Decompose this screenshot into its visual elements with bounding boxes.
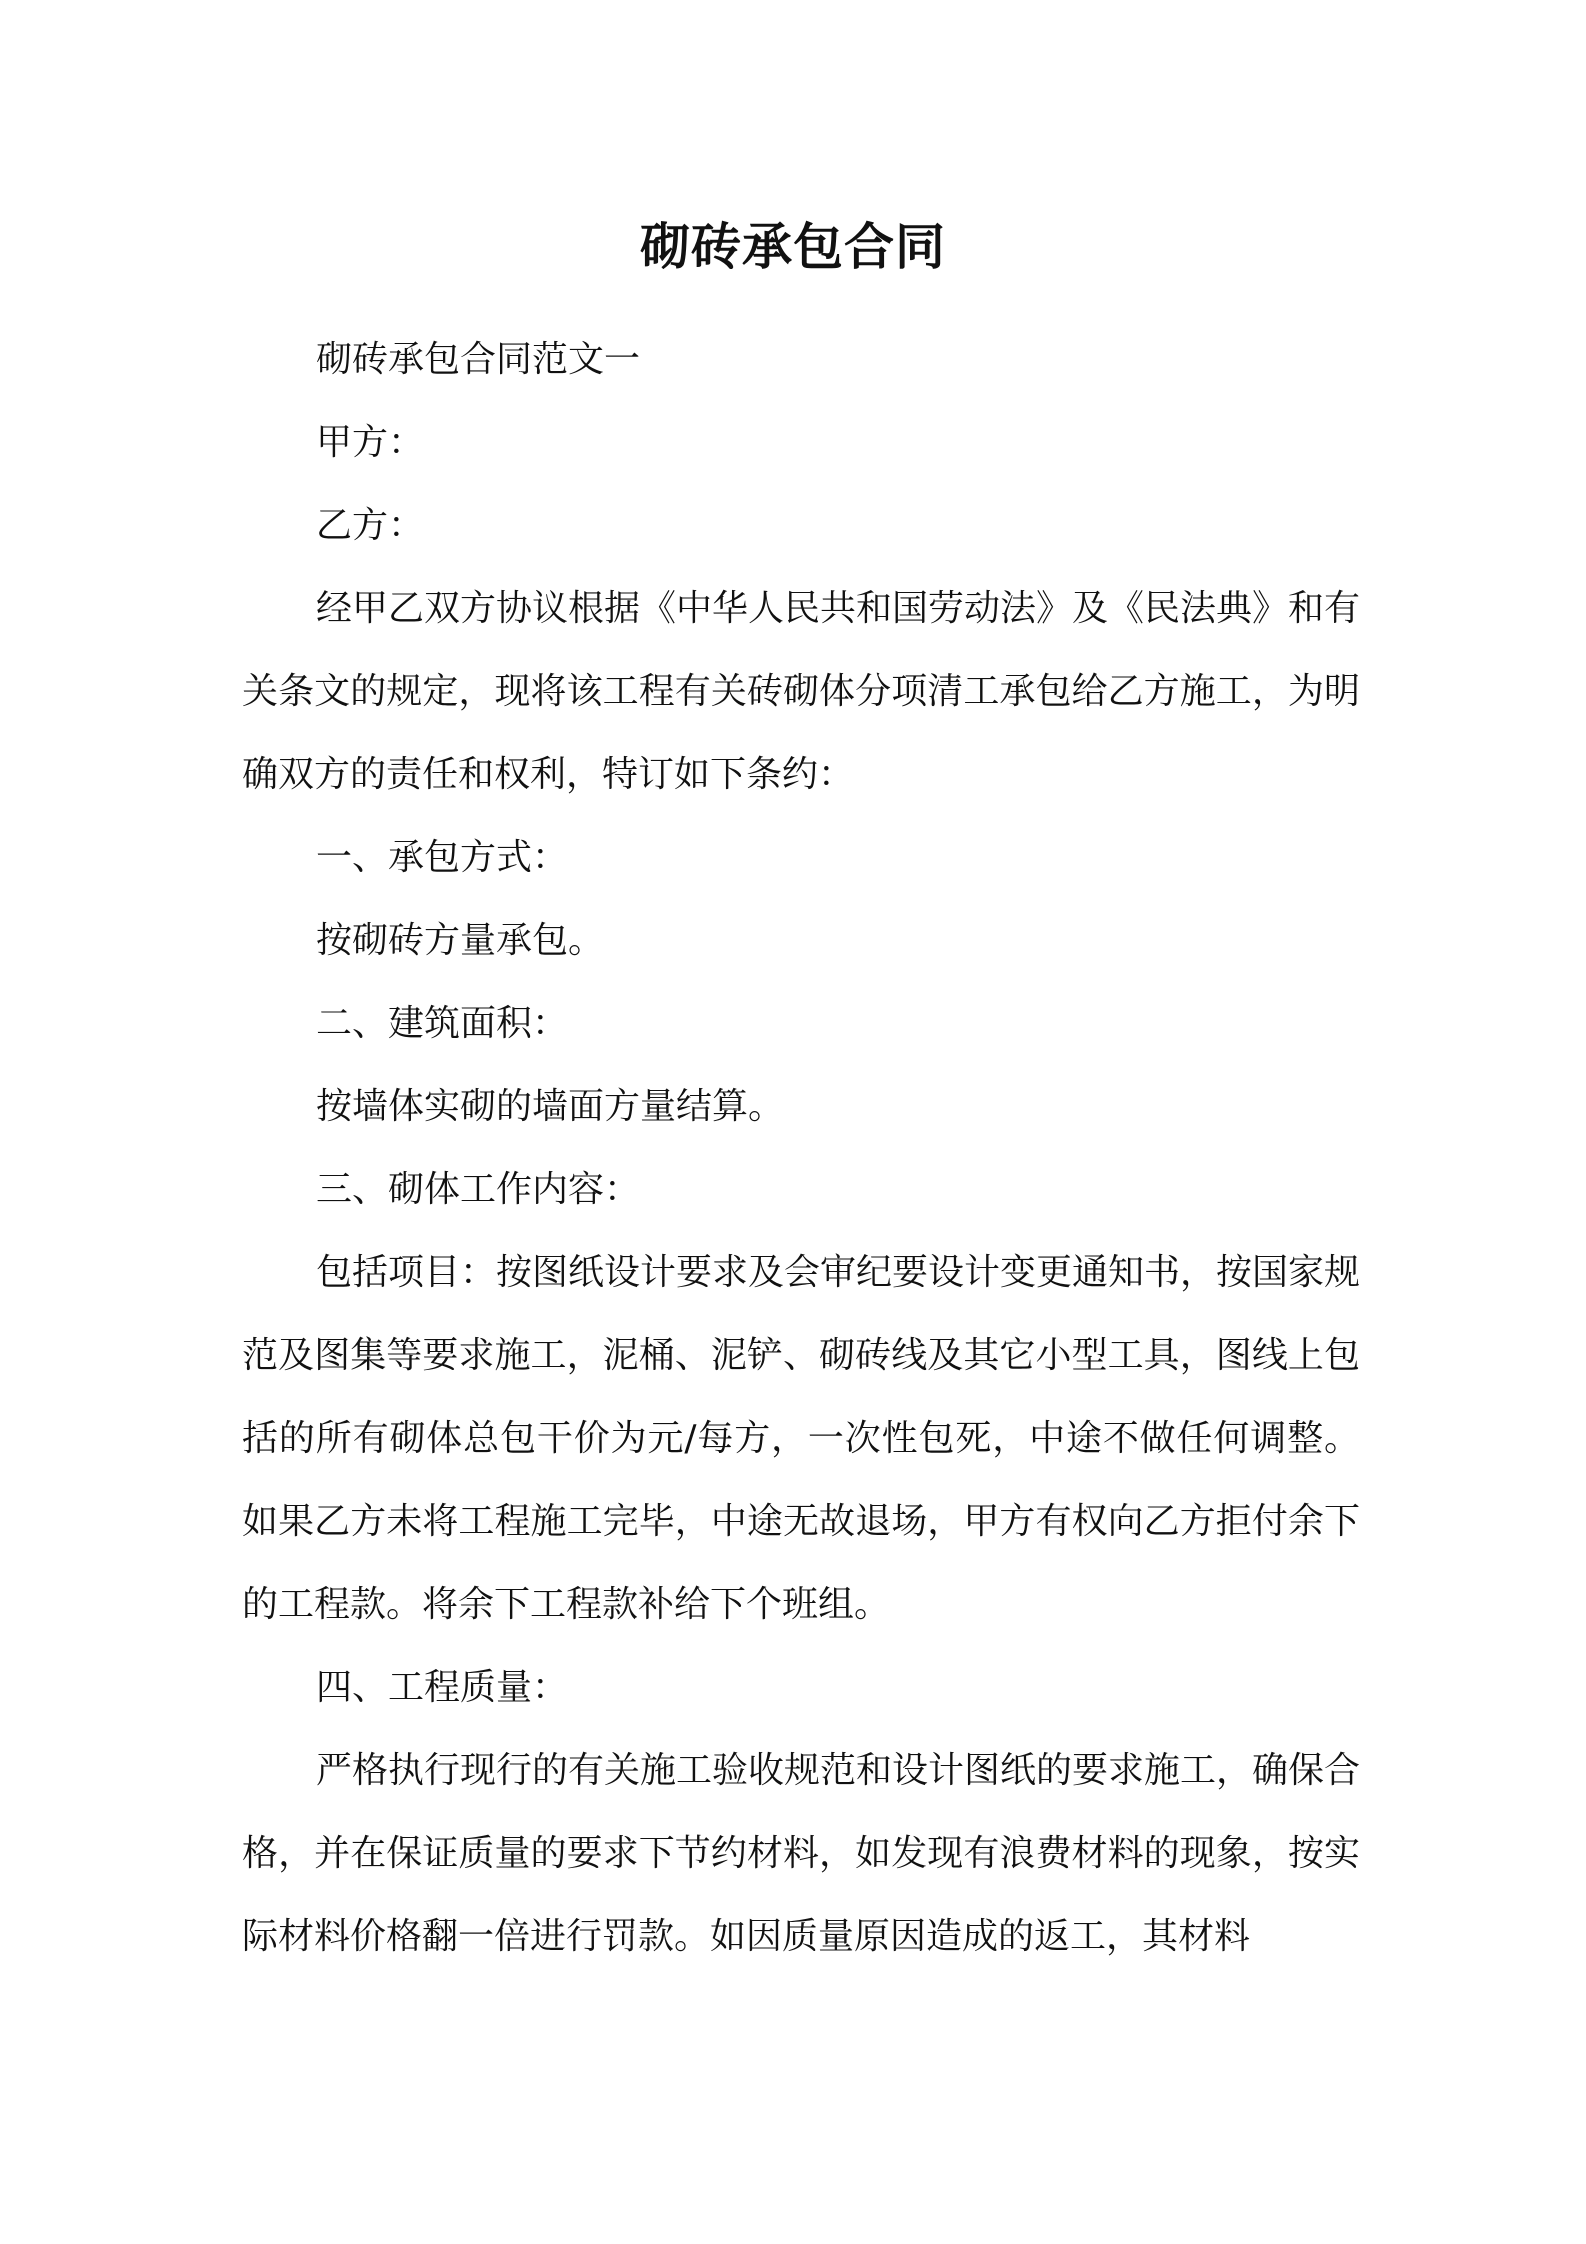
paragraph-building-area: 按墙体实砌的墙面方量结算。 xyxy=(316,1086,785,1127)
paragraph-work-content: 包括项目：按图纸设计要求及会审纪要设计变更通知书，按国家规范及图集等要求施工，泥桶、泥铲、砌砖线及其它小型工具，图线上包括的所有砌体总包干价为元/每方，一次性包死，中途不做任何调整。如果乙方未将工程施工完毕，中途无故退场，甲方有权向乙方拒付余下的工程款。将余下工程款补给下个班组。 xyxy=(242,1252,1361,1625)
document-body xyxy=(242,318,1360,1978)
paragraph-party-a: 甲方： xyxy=(316,422,425,463)
paragraph-preamble: 经甲乙双方协议根据《中华人民共和国劳动法》及《民法典》和有关条文的规定，现将该工程有关砖砌体分项清工承包给乙方施工，为明确双方的责任和权利，特订如下条约： xyxy=(242,588,1361,795)
section-heading-building-area: 二、建筑面积： xyxy=(316,1003,569,1044)
paragraph-contract-method: 按砌砖方量承包。 xyxy=(316,920,605,961)
document-title: 砌砖承包合同 xyxy=(640,218,946,276)
paragraph-subtitle: 砌砖承包合同范文一 xyxy=(316,339,641,380)
section-heading-contract-method: 一、承包方式： xyxy=(316,837,569,878)
paragraph-party-b: 乙方： xyxy=(316,505,425,546)
section-heading-quality: 四、工程质量： xyxy=(316,1667,569,1708)
section-heading-work-content: 三、砌体工作内容： xyxy=(316,1169,641,1210)
paragraph-quality: 严格执行现行的有关施工验收规范和设计图纸的要求施工，确保合格，并在保证质量的要求下节约材料，如发现有浪费材料的现象，按实际材料价格翻一倍进行罚款。如因质量原因造成的返工，其材料 xyxy=(242,1750,1361,1957)
